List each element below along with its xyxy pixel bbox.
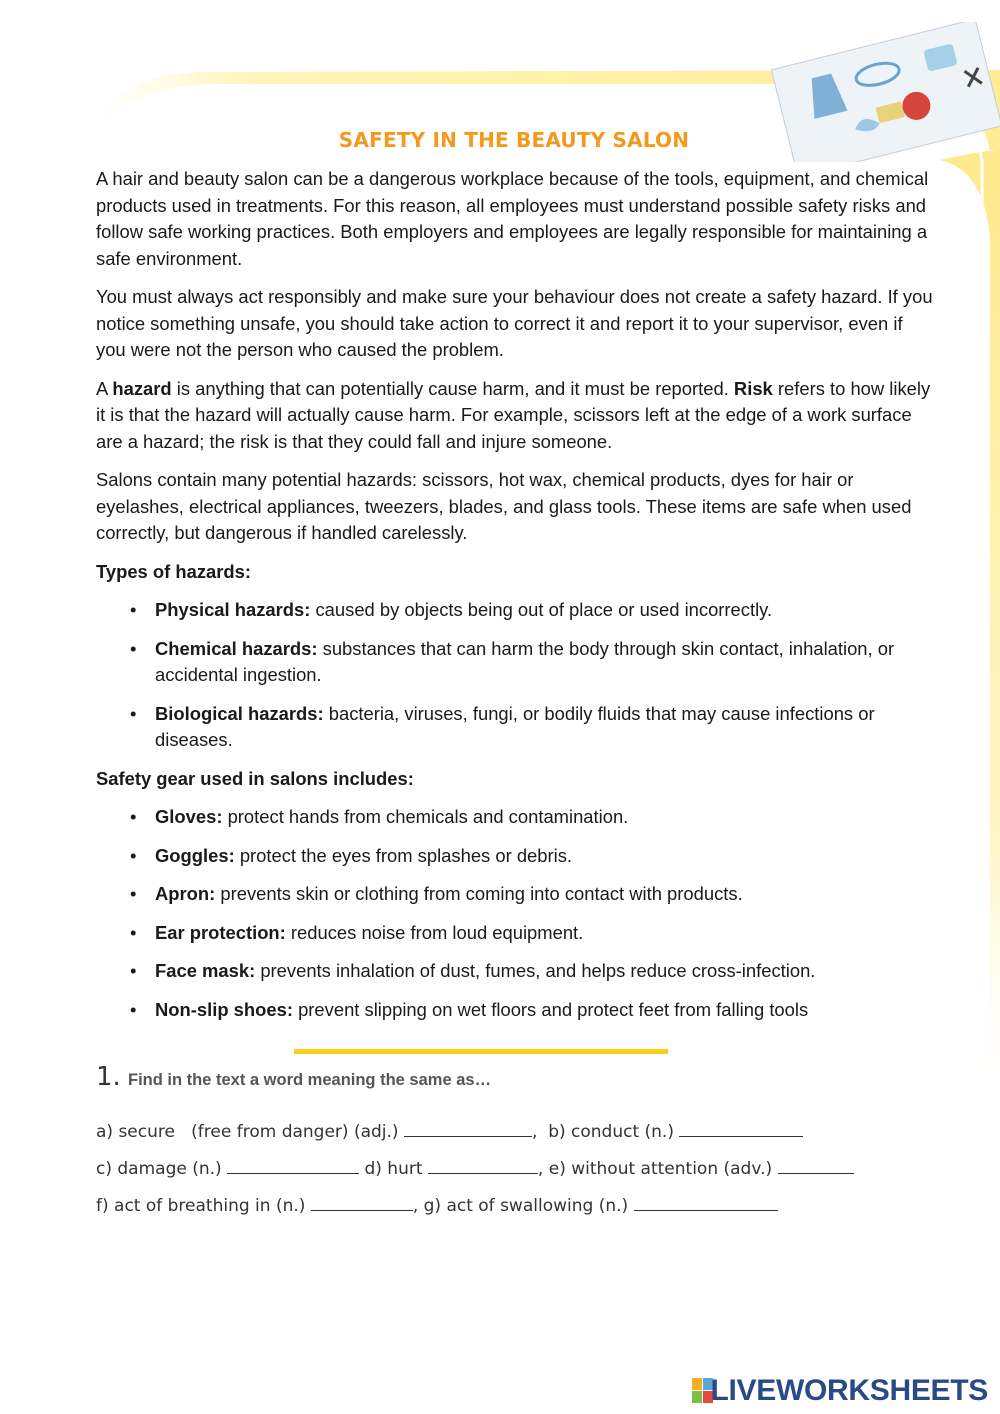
question-number: 1. <box>96 1062 121 1092</box>
gear-heading: Safety gear used in salons includes: <box>96 767 414 789</box>
paragraph-intro: A hair and beauty salon can be a dangerous workplace because of the tools, equipment, and chemical products used in treatments. For this reason, all employees must understand possible safety risks and follow safe working practices. Both employers and employees are legally responsible for maintaining a safe environment. <box>96 168 929 269</box>
prompt-f: f) act of breathing in (n.) <box>96 1196 311 1216</box>
answer-blank-d[interactable] <box>428 1155 538 1174</box>
hazards-heading: Types of hazards: <box>96 560 251 582</box>
list-item <box>96 597 936 624</box>
separator: , <box>412 1196 424 1216</box>
vocabulary-exercise <box>96 1118 854 1229</box>
p3-part-a: A <box>96 377 113 399</box>
separator: , <box>531 1122 549 1142</box>
question-instruction: Find in the text a word meaning the same as… <box>128 1071 492 1089</box>
reading-text <box>96 166 936 1035</box>
gear-desc: protect the eyes from splashes or debris. <box>234 844 573 866</box>
gear-term: Face mask: <box>155 960 256 981</box>
gear-desc: prevent slipping on wet floors and protect feet from falling tools <box>292 998 809 1020</box>
paragraph-responsibility: You must always act responsibly and make sure your behaviour does not create a safety hazard. If you notice something unsafe, you should take action to correct it and report it to your supervisor, even if you were not the person who caused the problem. <box>96 286 933 360</box>
hazard-term: Chemical hazards: <box>155 637 318 659</box>
gear-desc: protect hands from chemicals and contamination. <box>222 806 629 827</box>
list-item <box>96 920 936 947</box>
prompt-c: c) damage (n.) <box>96 1159 228 1179</box>
gear-desc: reduces noise from loud equipment. <box>285 921 584 943</box>
answer-blank-g[interactable] <box>634 1192 778 1211</box>
section-divider <box>294 1049 668 1054</box>
prompt-a: a) secure (free from danger) (adj.) <box>96 1122 404 1142</box>
answer-blank-b[interactable] <box>679 1118 803 1137</box>
gear-term: Goggles: <box>155 844 235 866</box>
list-item <box>96 881 936 908</box>
list-item <box>96 997 936 1024</box>
answer-blank-f[interactable] <box>311 1192 413 1211</box>
term-risk: Risk <box>733 377 773 399</box>
answer-blank-a[interactable] <box>404 1118 532 1137</box>
prompt-e: e) without attention (adv.) <box>548 1159 778 1179</box>
list-item <box>96 804 936 831</box>
list-item <box>96 636 936 689</box>
answer-blank-e[interactable] <box>778 1155 854 1174</box>
exercise-line-1 <box>96 1118 854 1155</box>
hazard-desc: substances that can harm the body through skin contact, inhalation, or accidental ingestion. <box>155 637 895 685</box>
gear-term: Ear protection: <box>155 921 286 943</box>
prompt-d: d) hurt <box>359 1159 428 1179</box>
list-item <box>96 958 936 985</box>
gear-list <box>96 804 936 1023</box>
answer-blank-c[interactable] <box>227 1155 359 1174</box>
hazard-term: Biological hazards: <box>155 702 324 724</box>
page-title: SAFETY IN THE BEAUTY SALON <box>338 128 690 152</box>
gear-desc: prevents skin or clothing from coming into contact with products. <box>215 883 743 904</box>
prompt-b: b) conduct (n.) <box>548 1122 680 1142</box>
paragraph-potential-hazards: Salons contain many potential hazards: scissors, hot wax, chemical products, dyes for hair or eyelashes, electrical appliances, tweezers, blades, and glass tools. These items are safe when used correctly, but dangerous if handled carelessly. <box>96 469 912 543</box>
hazard-desc: bacteria, viruses, fungi, or bodily fluids that may cause infections or diseases. <box>155 702 875 750</box>
hazard-desc: caused by objects being out of place or used incorrectly. <box>310 599 773 620</box>
p3-part-b: is anything that can potentially cause harm, and it must be reported. <box>171 377 734 399</box>
separator: , <box>537 1159 549 1179</box>
term-hazard: hazard <box>112 377 172 399</box>
gear-desc: prevents inhalation of dust, fumes, and helps reduce cross-infection. <box>255 960 816 981</box>
gear-term: Non-slip shoes: <box>155 998 293 1020</box>
hazards-list <box>96 597 936 754</box>
gear-term: Gloves: <box>155 806 223 827</box>
list-item <box>96 701 936 754</box>
exercise-line-3 <box>96 1192 854 1229</box>
prompt-g: g) act of swallowing (n.) <box>423 1196 634 1216</box>
paragraph-hazard-definition <box>96 376 936 456</box>
gear-term: Apron: <box>155 883 216 904</box>
hazard-term: Physical hazards: <box>155 599 311 620</box>
liveworksheets-brand[interactable]: LIVEWORKSHEETS <box>710 1374 988 1407</box>
exercise-line-2 <box>96 1155 854 1192</box>
list-item <box>96 843 936 870</box>
p3-part-c: refers to how likely it is that the hazard will actually cause harm. For example, scissors left at the edge of a work surface are a hazard; the risk is that they could fall and injure someone. <box>96 377 931 452</box>
